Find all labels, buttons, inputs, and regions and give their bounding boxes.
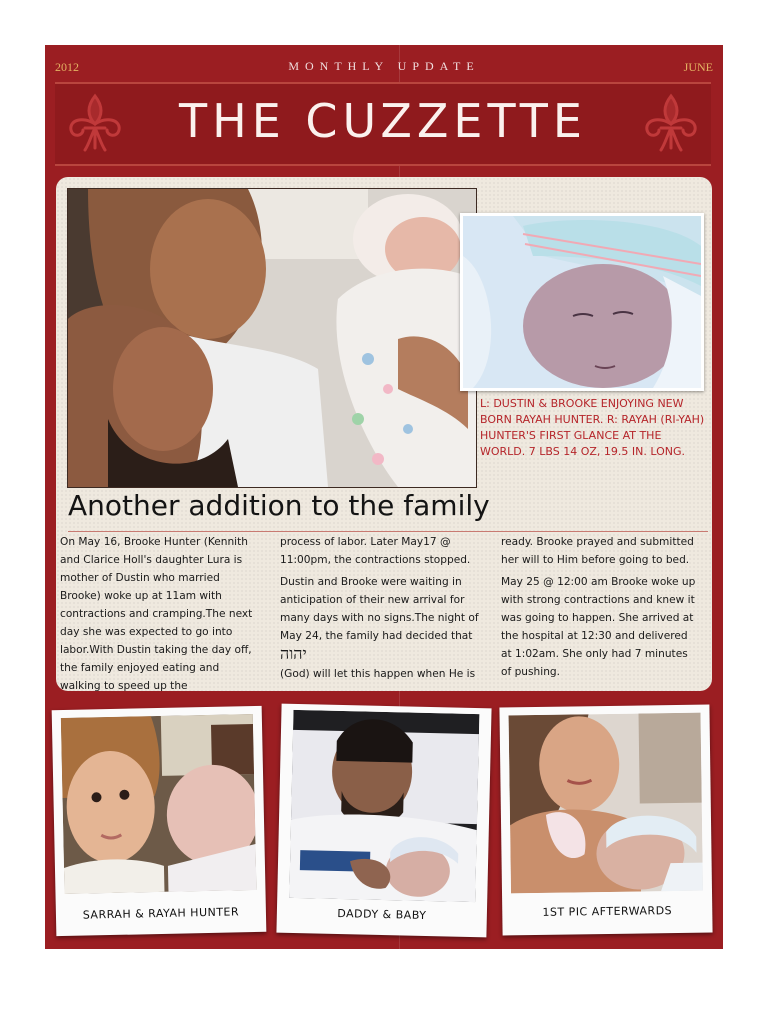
article-paragraph: On May 16, Brooke Hunter (Kennith and Clarice Holl's daughter Lura is mother of Dustin who married Brooke) woke up at 11am with contractions and cramping.The next day she was expected to go into labor.With Dustin taking the day off, the family enjoyed eating and walking to speed up the [60, 536, 253, 692]
polaroid-sarrah-rayah [52, 706, 267, 936]
photo-caption: SARRAH & RAYAH HUNTER [82, 905, 240, 922]
issue-month: JUNE [683, 60, 713, 74]
masthead-banner [55, 82, 711, 166]
masthead-title: THE CUZZETTE [179, 94, 587, 148]
section-label: MONTHLY UPDATE [288, 59, 480, 73]
feature-panel [56, 177, 712, 691]
photo-daddy-baby [289, 710, 479, 902]
article-body [60, 533, 708, 692]
article-text: (God) will let this happen when He is [280, 668, 476, 680]
photo-parents-with-newborn [67, 188, 477, 488]
headline-rule [68, 531, 708, 532]
photo-caption: DADDY & BABY [337, 906, 427, 922]
photo-newborn-first-glance [460, 213, 704, 391]
article-text: Dustin and Brooke were waiting in anticipation of their new arrival for many days with no signs.The night of May 24, the family had decided that [280, 576, 479, 642]
newsletter-page [45, 45, 723, 949]
photo-sarrah-rayah [61, 714, 257, 894]
photo-caption: 1ST PIC AFTERWARDS [542, 904, 673, 919]
article-paragraph: process of labor. Later May17 @ 11:00pm, the contractions stopped. [280, 536, 471, 566]
article-paragraph: May 25 @ 12:00 am Brooke woke up with strong contractions and knew it was going to happen. She arrived at the hospital at 12:30 and delivered at 1:02am. She only had 7 minutes of pushing. [501, 576, 696, 678]
photo-first-pic-afterwards [509, 713, 703, 894]
article-paragraph [280, 573, 480, 683]
fleur-de-lis-icon [637, 90, 705, 158]
issue-year: 2012 [55, 60, 79, 74]
polaroid-daddy-baby [276, 704, 491, 938]
article-column-2 [280, 533, 480, 687]
hebrew-divine-name: יהוה [280, 644, 307, 663]
polaroid-first-pic-afterwards [499, 705, 712, 936]
article-paragraph: ready. Brooke prayed and submitted her will to Him before going to bed. [501, 536, 694, 566]
article-headline: Another addition to the family [68, 489, 490, 522]
article-column-3 [501, 533, 701, 685]
article-column-1 [60, 533, 260, 699]
feature-photo-caption: L: DUSTIN & BROOKE ENJOYING NEW BORN RAYAH HUNTER. R: RAYAH (RI-YAH) HUNTER'S FIRST GLANCE AT THE WORLD. 7 LBS 14 OZ, 19.5 IN. LONG. [480, 397, 705, 458]
